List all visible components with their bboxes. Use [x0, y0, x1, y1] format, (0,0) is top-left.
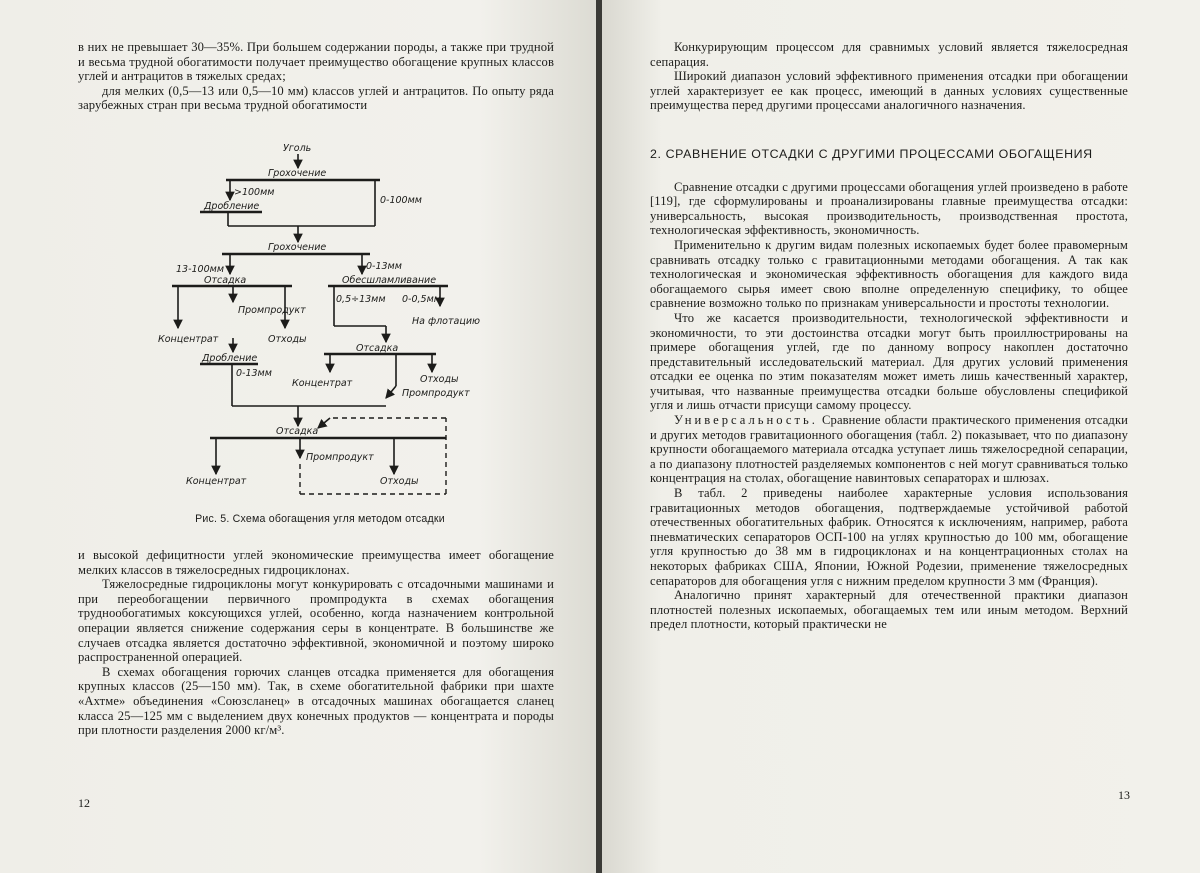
- paragraph: В схемах обогащения горючих сланцев отсадка применяется для обогащения крупных классов (25—150 мм). Так, в схеме обогатительной фабрики при шахте «Ахтме» объединения «Союзсланец» в отсадочных машинах обогащается сланец класса 25—125 мм с выделением двух конечных продуктов — концентрата и породы при плотности разделения 2000 кг/м³.: [78, 664, 554, 738]
- flow-diagram: [150, 142, 480, 508]
- left-bottom-text: [78, 548, 554, 738]
- concentrate-label: Концентрат: [158, 334, 219, 345]
- paragraph: в них не превышает 30—35%. При большем содержании породы, а также при трудной и весьма трудной обогатимости получает преимущество обогащение крупных классов углей и антрацитов в тяжелых средах;: [78, 40, 554, 84]
- concentrate-label: Концентрат: [186, 476, 247, 487]
- jigging-label: Отсадка: [356, 343, 399, 354]
- screening-label: Грохочение: [268, 242, 327, 253]
- paragraph: Применительно к другим видам полезных ископаемых будет более правомерным сравнивать отсадку только с гравитационными методами обогащения. А так как технологическая и экономическая эффективность обогащения для каждого вида обогащаемого сырья имеет свою вполне определенную специфику, то общее сравнение возможно только по признакам универсальности и простоты технологии.: [650, 237, 1128, 311]
- range-label: 0-13мм: [236, 368, 272, 379]
- middlings-label: Промпродукт: [238, 305, 306, 316]
- jigging-label: Отсадка: [276, 426, 319, 437]
- range-label: 13-100мм: [176, 264, 224, 275]
- right-page: [602, 0, 1200, 873]
- left-top-text: [78, 40, 554, 113]
- paragraph: Тяжелосредные гидроциклоны могут конкурировать с отсадочными машинами и при перeобогащении первичного промпродукта в схемах обогащения труднообогатимых коксующихся углей, особенно, когда назначением контрольной операции является снижение содержания серы в концентрате. В большинстве же случаев отсадка является достаточно эффективной, экономичной и поэтому широко распространенной операцией.: [78, 577, 554, 665]
- coal-label: Уголь: [283, 143, 312, 154]
- section-heading: 2. СРАВНЕНИЕ ОТСАДКИ С ДРУГИМИ ПРОЦЕССАМИ ОБОГАЩЕНИЯ: [650, 146, 1093, 161]
- range-label: >100мм: [234, 187, 275, 198]
- range-label: 0,5÷13мм: [336, 294, 386, 305]
- paragraph: и высокой дефицитности углей экономические преимущества имеет обогащение мелких классов в тяжелосредных гидроциклонах.: [78, 548, 554, 577]
- paragraph: [650, 413, 1128, 486]
- screening-label: Грохочение: [268, 168, 327, 179]
- paragraph-body: Сравнение области практического применения отсадки и других методов гравитационного обогащения (табл. 2) показывает, что по диапазону крупности обогащаемого материала отсадка уступает лишь тяжелосредной сепарации, а по диапазону плотностей разделяемых компонентов с ней могут сравниваться только концентрация на столах, обогащение навинтовых сепараторах и шлюзах.: [650, 413, 1128, 486]
- range-label: 0-13мм: [366, 261, 402, 272]
- middlings-label: Промпродукт: [306, 452, 374, 463]
- jigging-label: Отсадка: [204, 275, 247, 286]
- page-number: 13: [1118, 788, 1130, 802]
- range-label: 0-100мм: [380, 195, 422, 206]
- paragraph: Аналогично принят характерный для отечественной практики диапазон плотностей полезных ископаемых, обогащаемых тем или иным методом. Верхний предел плотности, который практически не: [650, 588, 1128, 632]
- tailings-label: Отходы: [420, 374, 459, 385]
- paragraph: Сравнение отсадки с другими процессами обогащения углей произведено в работе [119], где сформулированы и проанализированы главные преимущества отсадки: универсальность, высокая производительность, производственная простота, технологическая эффективность, экономичность.: [650, 179, 1128, 238]
- range-label: 0-0,5мм: [402, 294, 441, 305]
- page-number: 12: [78, 796, 90, 810]
- left-page: [0, 0, 598, 873]
- paragraph: Конкурирующим процессом для сравнимых условий является тяжелосредная сепарация.: [650, 40, 1128, 69]
- figure-caption: Рис. 5. Схема обогащения угля методом отсадки: [195, 513, 445, 525]
- tailings-label: Отходы: [268, 334, 307, 345]
- crushing-label: Дробление: [202, 353, 258, 364]
- concentrate-label: Концентрат: [292, 378, 353, 389]
- middlings-label: Промпродукт: [402, 388, 470, 399]
- paragraph: В табл. 2 приведены наиболее характерные условия использования гравитационных методов обогащения, подтверждаемые устойчивой работой отечественных обогатительных фабрик. Относятся к исключениям, например, работа пневматических сепараторов ОСП-100 на углях крупностью до 100 мм, обогащение угля крупностью до 38 мм в гидроциклонах и на концентрационных столах на некоторых фабриках США, Японии, Южной Родезии, применение тяжелосредных сепараторов для обогащения угля с нижним пределом крупности 3 мм (Франция).: [650, 486, 1128, 588]
- tailings-label: Отходы: [380, 476, 419, 487]
- paragraph: Что же касается производительности, технологической эффективности и экономичности, то эти достоинства отсадки могут быть проиллюстрированы на примере обогащения углей, где по данному вопросу накоплен достаточно представительный исследовательский материал. Для других условий применения отсадки ее оценка по этим показателям может иметь лишь качественный характер, учитывая, что названные преимущества отсадки больше обусловлены спецификой угля и лишь отчасти присущи самому процессу.: [650, 310, 1128, 413]
- flotation-label: На флотацию: [412, 316, 480, 327]
- crushing-label: Дробление: [204, 201, 260, 212]
- paragraph: Широкий диапазон условий эффективного применения отсадки при обогащении углей характеризует ее как процесс, имеющий в данных условиях существенные преимущества перед другими процессами аналогичного назначения.: [650, 69, 1128, 113]
- desliming-label: Обесшламливание: [342, 275, 437, 286]
- term-lead: Универсальность.: [674, 413, 818, 428]
- paragraph: для мелких (0,5—13 или 0,5—10 мм) классов углей и антрацитов. По опыту ряда зарубежных стран при весьма трудной обогатимости: [78, 83, 554, 113]
- right-text: [650, 40, 1128, 632]
